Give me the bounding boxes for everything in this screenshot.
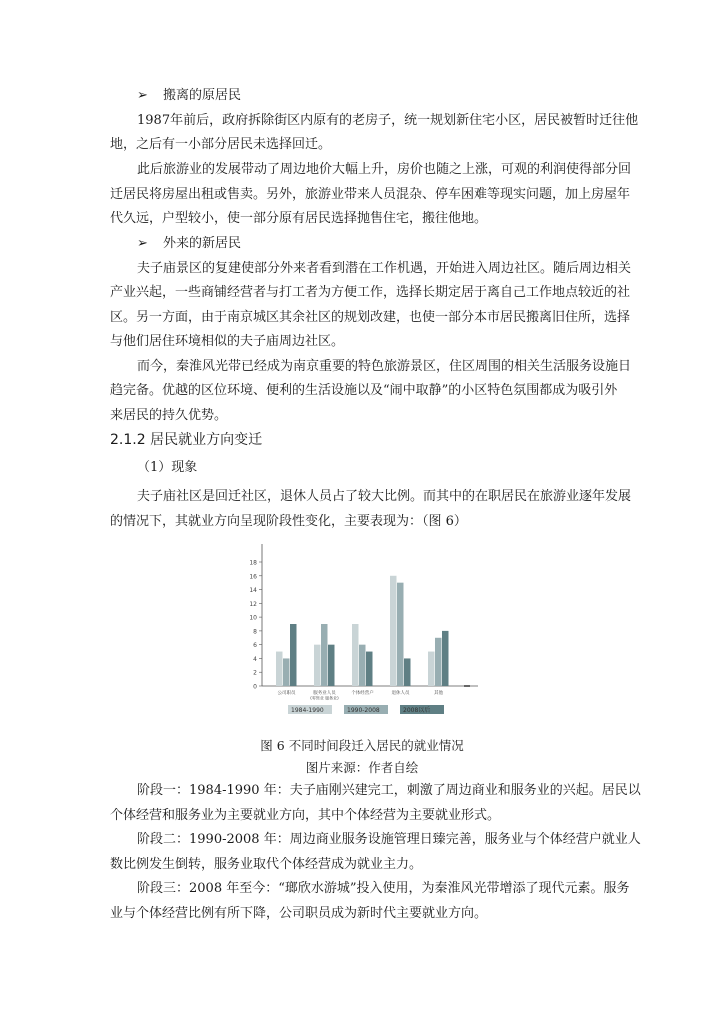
paragraph-line: 阶段二：1990-2008 年：周边商业服务设施管理日臻完善，服务业与个体经营户就业人 [137,832,641,847]
paragraph-line: 趋完备。优越的区位环境、便利的生活设施以及“闹中取静”的小区特色氛围都成为吸引外 [110,383,618,398]
legend-label: 2008以后 [403,707,431,714]
y-tick-label: 2 [253,669,257,677]
bar-1984-1990-服务业人员 [314,645,321,686]
paragraph-line: 1987年前后，政府拆除街区内原有的老房子，统一规划新住宅小区，居民被暂时迁往他 [137,113,639,128]
paragraph-line: 此后旅游业的发展带动了周边地价大幅上升，房价也随之上涨，可观的利润使得部分回 [137,162,632,177]
paragraph-line: 地，之后有一小部分居民未选择回迁。 [110,137,332,152]
paragraph-line: 的情况下，其就业方向呈现阶段性变化，主要表现为：（图 6） [110,514,467,529]
paragraph-line: 来居民的持久优势。 [110,408,228,423]
paragraph-line: 数比例发生倒转，服务业取代个体经营成为就业主力。 [110,857,423,872]
figure-source: 图片来源：作者自绘 [305,760,419,775]
x-tick-label: 退休人员 [391,691,410,696]
bar-1990-2008-公司职员 [283,658,290,686]
bar-2008以后-公司职员 [290,624,297,686]
paragraph-line: 夫子庙社区是回迁社区，退休人员占了较大比例。而其中的在职居民在旅游业逐年发展 [137,489,632,504]
paragraph-line: 迁居民将房屋出租或售卖。另外，旅游业带来人员混杂、停车困难等现实问题，加上房屋年 [110,187,631,202]
x-tick-label: 个体经营户 [351,691,374,696]
x-tick-label: 其他 [434,691,443,696]
paragraph-line: 而今，秦淮风光带已经成为南京重要的特色旅游景区，住区周围的相关生活服务设施日 [137,359,632,374]
bar-2008以后-个体经营户 [366,652,373,686]
legend-label: 1984-1990 [291,707,324,714]
arrow-bullet-icon: ➢ [137,88,148,103]
bar-1984-1990-个体经营户 [352,624,359,686]
x-axis-labels [278,689,444,701]
y-tick-label: 8 [253,628,257,636]
y-tick-label: 6 [253,642,257,650]
y-tick-label: 0 [253,683,257,691]
arrow-bullet-icon: ➢ [137,236,148,251]
x-tick-label: 服务业人员 [313,691,336,696]
figure-caption: 图 6 不同时间段迁入居民的就业情况 [260,738,464,753]
bar-1984-1990-其他 [428,652,435,686]
x-tick-sublabel: (零售业 服务业) [310,695,339,701]
paragraph-line: 与他们居住环境相似的夫子庙周边社区。 [110,334,345,349]
paragraph-line: 阶段一：1984-1990 年：夫子庙刚兴建完工，刺激了周边商业和服务业的兴起。居民以 [137,783,641,798]
employment-bar-chart [230,540,490,725]
section-heading: 2.1.2 居民就业方向变迁 [110,432,263,448]
chart-legend [288,705,444,714]
subsection-label: （1）现象 [137,460,198,475]
bullet-item [137,88,241,104]
bar-1984-1990-退休人员 [390,576,397,686]
paragraph-line: 夫子庙景区的复建使部分外来者看到潜在工作机遇，开始进入周边社区。随后周边相关 [137,261,632,276]
paragraph-line: 业与个体经营比例有所下降，公司职员成为新时代主要就业方向。 [110,906,488,921]
paragraph-line: 阶段三：2008 年至今：“瑯欣水游城”投入使用，为秦淮风光带增添了现代元素。服务 [137,881,630,896]
paragraph-line: 个体经营和服务业为主要就业方向，其中个体经营为主要就业形式。 [110,808,501,823]
bar-1990-2008-服务业人员 [321,624,328,686]
bars-group [276,576,470,686]
y-tick-label: 4 [253,655,257,663]
paragraph-line: 代久远，户型较小，使一部分原有居民选择抛售住宅，搬往他地。 [110,211,488,226]
bar-2008以后-其他 [442,631,449,686]
y-tick-label: 16 [249,573,257,581]
bar-1990-2008-个体经营户 [359,645,366,686]
bar-1990-2008-其他 [435,638,442,686]
bar-1990-2008-退休人员 [397,583,404,686]
paragraph-line: 产业兴起，一些商铺经营者与打工者为方便工作，选择长期定居于离自己工作地点较近的社 [110,285,631,300]
bullet-text: 外来的新居民 [163,236,242,251]
bar-1984-1990-公司职员 [276,652,283,686]
legend-label: 1990-2008 [347,707,380,714]
y-tick-label: 10 [249,614,257,622]
y-tick-label: 12 [249,600,257,608]
y-tick-label: 14 [249,587,257,595]
bullet-text: 搬离的原居民 [163,88,242,103]
bullet-item [137,236,241,252]
x-tick-label: 公司职员 [277,691,296,696]
paragraph-line: 区。另一方面，由于南京城区其余社区的规划改建，也使一部分本市居民搬离旧住所，选择 [110,310,631,325]
bar-2008以后-退休人员 [404,658,411,686]
bar-2008以后-服务业人员 [328,645,335,686]
y-tick-label: 18 [249,559,257,567]
